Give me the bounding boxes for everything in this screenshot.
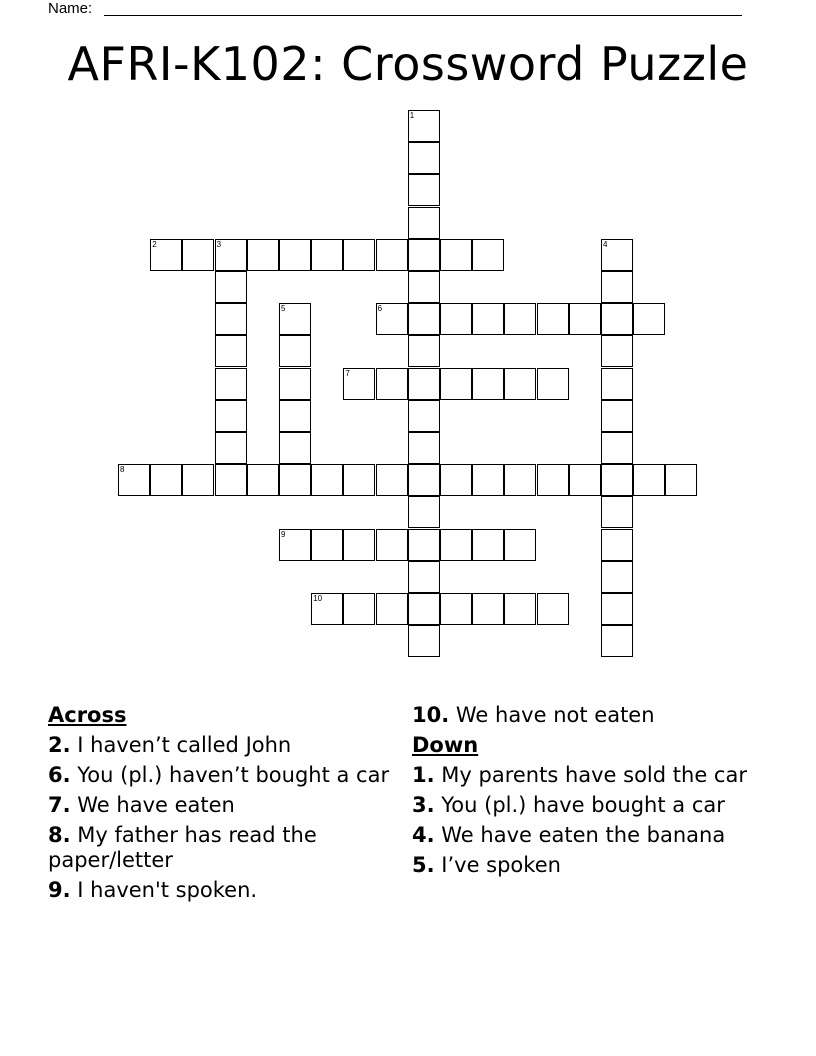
grid-cell[interactable] (408, 400, 440, 432)
clue-number: 3 (216, 239, 222, 249)
grid-cell[interactable] (665, 464, 697, 496)
grid-cell[interactable] (311, 593, 343, 625)
grid-cell[interactable] (601, 335, 633, 367)
clue-number: 4 (603, 239, 608, 249)
grid-cell[interactable] (376, 593, 408, 625)
name-label: Name: (48, 0, 93, 17)
grid-cell[interactable] (215, 271, 247, 303)
grid-cell[interactable] (537, 593, 569, 625)
grid-cell[interactable] (279, 400, 311, 432)
clue-number: 6 (377, 304, 383, 314)
grid-cell[interactable] (118, 464, 150, 496)
grid-cell[interactable] (504, 368, 536, 400)
clues-left-column (48, 703, 393, 908)
across-heading: Across (48, 703, 127, 727)
grid-cell[interactable] (311, 239, 343, 271)
grid-cell[interactable] (504, 529, 536, 561)
clue-number: 8 (120, 465, 125, 475)
grid-cell[interactable] (376, 368, 408, 400)
grid-cell[interactable] (279, 432, 311, 464)
grid-cell[interactable] (408, 110, 440, 142)
across-clue-list (48, 733, 393, 903)
clue-item (412, 793, 757, 818)
grid-cell[interactable] (343, 368, 375, 400)
grid-cell[interactable] (215, 432, 247, 464)
clue-number: 7 (345, 368, 350, 378)
grid-cell[interactable] (569, 464, 601, 496)
clue-item (412, 823, 757, 848)
grid-cell[interactable] (440, 368, 472, 400)
clue-text: I haven't spoken. (70, 878, 258, 902)
clue-item (48, 763, 393, 788)
grid-cell[interactable] (376, 464, 408, 496)
grid-cell[interactable] (504, 593, 536, 625)
grid-cell[interactable] (408, 432, 440, 464)
clue-number: 5 (281, 304, 286, 314)
grid-cell[interactable] (279, 239, 311, 271)
grid-cell[interactable] (472, 303, 504, 335)
grid-cell[interactable] (376, 529, 408, 561)
grid-cell[interactable] (601, 529, 633, 561)
clue-text: I’ve spoken (434, 853, 561, 877)
grid-cell[interactable] (279, 303, 311, 335)
clue-text: We have eaten the banana (434, 823, 726, 847)
clue-num: 5. (412, 853, 435, 877)
grid-cell[interactable] (504, 464, 536, 496)
grid-cell[interactable] (343, 464, 375, 496)
name-underline (104, 15, 742, 16)
grid-cell[interactable] (408, 142, 440, 174)
grid-cell[interactable] (408, 625, 440, 657)
clue-text: We have eaten (70, 793, 235, 817)
grid-cell[interactable] (408, 496, 440, 528)
clue-num: 4. (412, 823, 435, 847)
grid-cell[interactable] (601, 625, 633, 657)
grid-cell[interactable] (343, 593, 375, 625)
grid-cell[interactable] (215, 464, 247, 496)
grid-cell[interactable] (601, 561, 633, 593)
grid-cell[interactable] (601, 496, 633, 528)
grid-cell[interactable] (537, 303, 569, 335)
clue-text: You (pl.) have bought a car (434, 793, 725, 817)
grid-cell[interactable] (408, 368, 440, 400)
grid-cell[interactable] (440, 529, 472, 561)
clue-num: 8. (48, 823, 71, 847)
grid-cell[interactable] (601, 239, 633, 271)
clues-right-column (412, 703, 757, 883)
clue-item (48, 878, 393, 903)
grid-cell[interactable] (472, 368, 504, 400)
grid-cell[interactable] (408, 174, 440, 206)
grid-cell[interactable] (537, 368, 569, 400)
grid-cell[interactable] (182, 239, 214, 271)
grid-cell[interactable] (279, 335, 311, 367)
grid-cell[interactable] (408, 271, 440, 303)
grid-cell[interactable] (408, 529, 440, 561)
grid-cell[interactable] (247, 464, 279, 496)
clue-num: 7. (48, 793, 71, 817)
grid-cell[interactable] (633, 464, 665, 496)
grid-cell[interactable] (376, 239, 408, 271)
across-clue-list-continued (412, 703, 757, 728)
grid-cell[interactable] (601, 593, 633, 625)
grid-cell[interactable] (504, 303, 536, 335)
grid-cell[interactable] (472, 593, 504, 625)
grid-cell[interactable] (537, 464, 569, 496)
grid-cell[interactable] (150, 239, 182, 271)
grid-cell[interactable] (247, 239, 279, 271)
grid-cell[interactable] (601, 432, 633, 464)
clue-number: 10 (313, 594, 323, 603)
grid-cell[interactable] (182, 464, 214, 496)
grid-cell[interactable] (279, 368, 311, 400)
clue-number: 1 (409, 111, 415, 120)
grid-cell[interactable] (440, 303, 472, 335)
grid-cell[interactable] (601, 303, 633, 335)
grid-cell[interactable] (215, 335, 247, 367)
grid-cell[interactable] (215, 303, 247, 335)
clue-number: 2 (152, 239, 157, 249)
grid-cell[interactable] (601, 464, 633, 496)
grid-cell[interactable] (408, 561, 440, 593)
grid-cell[interactable] (279, 464, 311, 496)
clue-text: My father has read the paper/letter (48, 823, 317, 872)
clue-num: 10. (412, 703, 450, 727)
grid-cell[interactable] (215, 239, 247, 271)
grid-cell[interactable] (601, 400, 633, 432)
grid-cell[interactable] (215, 368, 247, 400)
grid-cell[interactable] (601, 368, 633, 400)
grid-cell[interactable] (408, 239, 440, 271)
grid-cell[interactable] (569, 303, 601, 335)
grid-cell[interactable] (150, 464, 182, 496)
grid-cell[interactable] (472, 239, 504, 271)
clue-item (412, 703, 757, 728)
name-field[interactable] (48, 0, 742, 18)
grid-cell[interactable] (311, 529, 343, 561)
grid-cell[interactable] (343, 239, 375, 271)
clue-num: 6. (48, 763, 71, 787)
clue-num: 1. (412, 763, 435, 787)
clue-item (412, 853, 757, 878)
grid-cell[interactable] (408, 464, 440, 496)
grid-cell[interactable] (279, 529, 311, 561)
clue-text: You (pl.) haven’t bought a car (70, 763, 390, 787)
clue-text: My parents have sold the car (434, 763, 747, 787)
clue-item (48, 793, 393, 818)
grid-cell[interactable] (215, 400, 247, 432)
grid-cell[interactable] (408, 207, 440, 239)
clue-text: We have not eaten (449, 703, 655, 727)
grid-cell[interactable] (408, 593, 440, 625)
grid-cell[interactable] (440, 464, 472, 496)
page-title: AFRI-K102: Crossword Puzzle (67, 37, 749, 91)
clue-number: 9 (281, 529, 286, 539)
grid-cell[interactable] (311, 464, 343, 496)
grid-cell[interactable] (408, 335, 440, 367)
grid-cell[interactable] (472, 529, 504, 561)
grid-cell[interactable] (440, 593, 472, 625)
grid-cell[interactable] (376, 303, 408, 335)
clue-item (48, 733, 393, 758)
grid-cell[interactable] (633, 303, 665, 335)
down-heading: Down (412, 733, 479, 757)
clue-item (412, 763, 757, 788)
clue-text: I haven’t called John (70, 733, 292, 757)
grid-cell[interactable] (408, 303, 440, 335)
grid-cell[interactable] (343, 529, 375, 561)
down-clue-list (412, 763, 757, 878)
grid-cell[interactable] (601, 271, 633, 303)
clue-num: 9. (48, 878, 71, 902)
grid-cell[interactable] (472, 464, 504, 496)
clue-num: 3. (412, 793, 435, 817)
clue-item (48, 823, 393, 873)
grid-cell[interactable] (440, 239, 472, 271)
clue-num: 2. (48, 733, 71, 757)
